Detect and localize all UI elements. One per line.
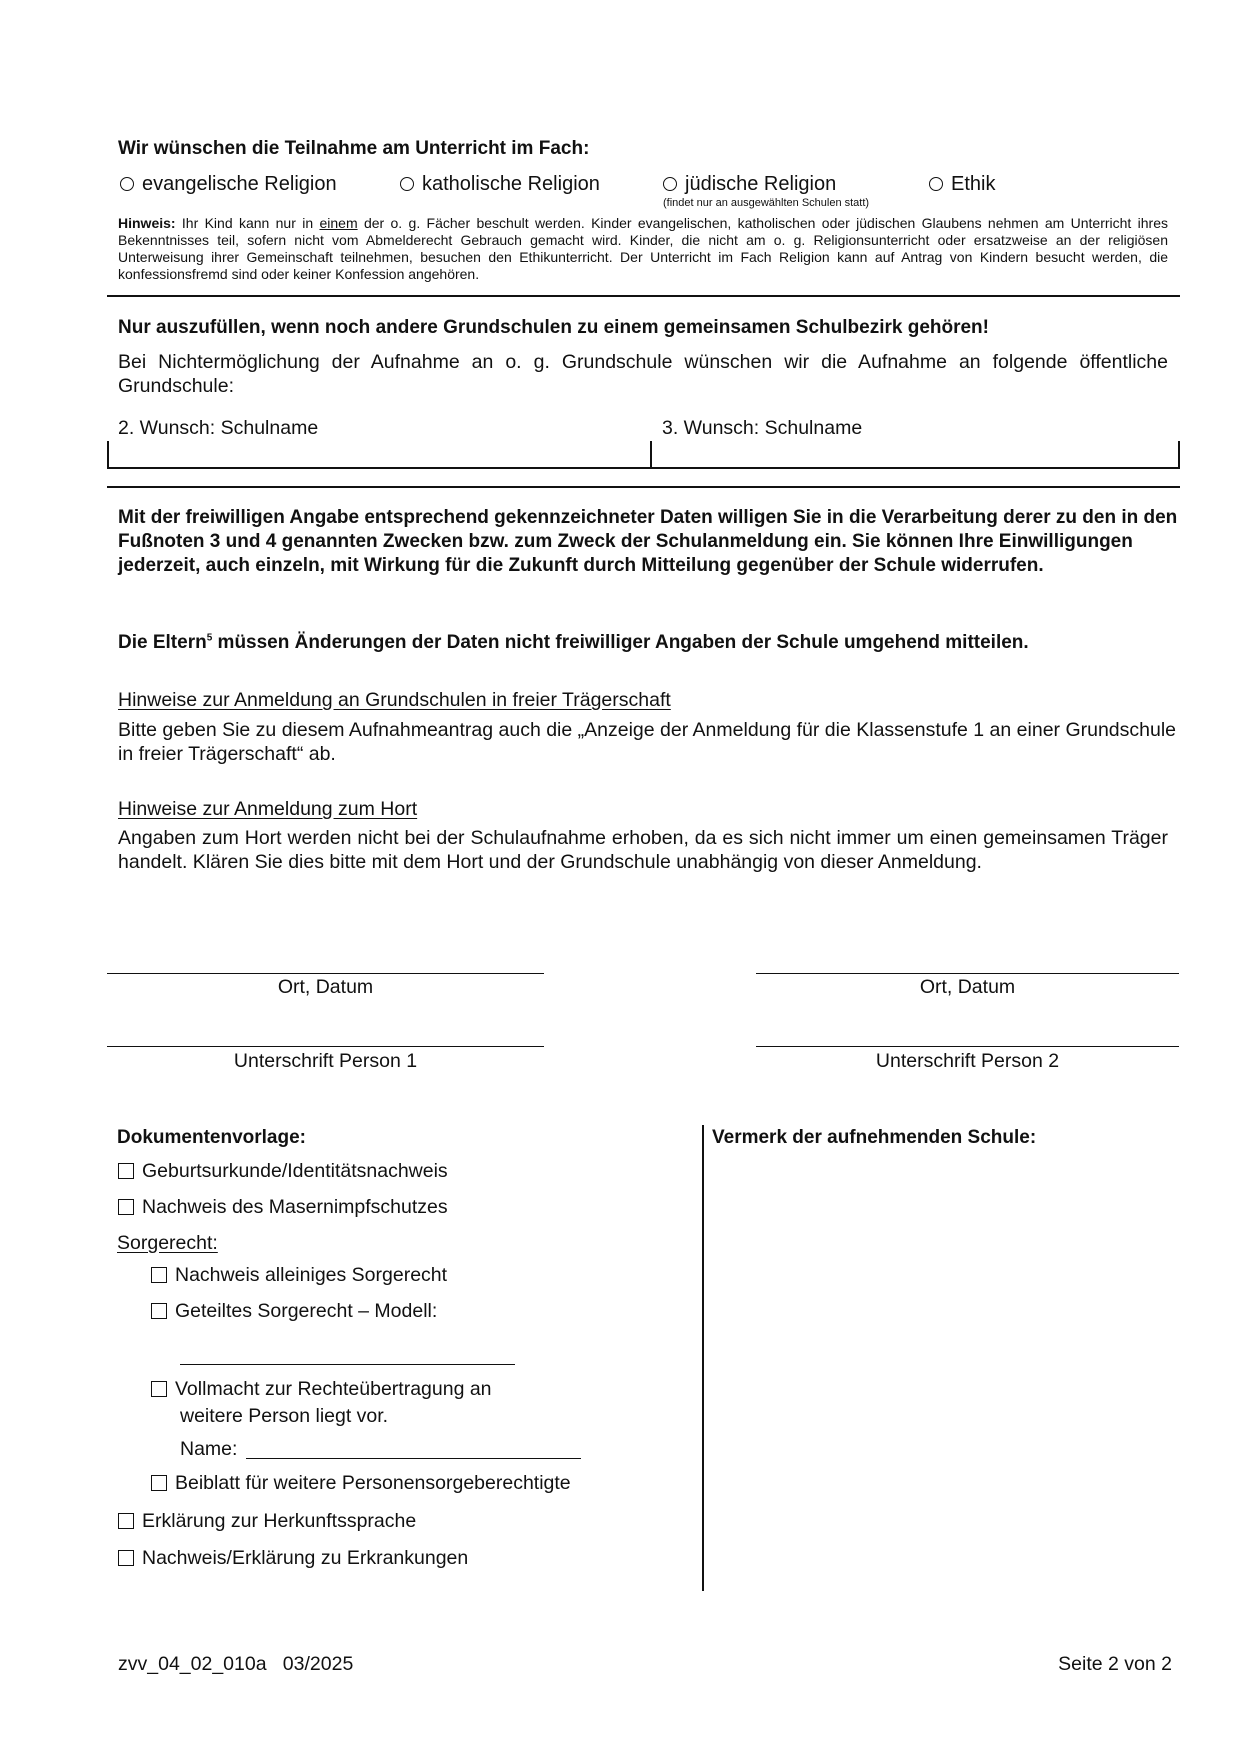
checkbox-icon[interactable] — [151, 1381, 167, 1397]
documents-heading: Dokumentenvorlage: — [117, 1127, 306, 1148]
hint-text: Ihr Kind kann nur in — [175, 215, 320, 231]
checkbox-supplement[interactable] — [151, 1472, 571, 1495]
checkbox-icon[interactable] — [118, 1550, 134, 1566]
parents-notice — [118, 632, 1029, 654]
radio-catholic[interactable] — [400, 173, 600, 196]
checkbox-illness[interactable] — [118, 1547, 468, 1570]
religion-hint — [118, 215, 1168, 283]
checkbox-icon[interactable] — [118, 1163, 134, 1179]
checkbox-label: Geteiltes Sorgerecht – Modell: — [175, 1300, 438, 1322]
radio-label: jüdische Religion — [685, 173, 837, 195]
page-number: Seite 2 von 2 — [1058, 1653, 1172, 1675]
column-divider — [702, 1125, 704, 1591]
wish3-field[interactable] — [652, 440, 1178, 468]
checkbox-measles[interactable] — [118, 1196, 448, 1219]
religion-heading: Wir wünschen die Teilnahme am Unterricht im Fach: — [118, 138, 590, 159]
custody-heading: Sorgerecht: — [117, 1232, 218, 1254]
checkbox-label: Vollmacht zur Rechteübertragung an — [175, 1378, 492, 1400]
radio-label: katholische Religion — [422, 173, 600, 195]
signature-line-1[interactable] — [107, 1046, 544, 1047]
checkbox-icon[interactable] — [151, 1303, 167, 1319]
checkbox-shared-custody[interactable] — [151, 1300, 437, 1323]
radio-circle-icon[interactable] — [929, 177, 943, 191]
signature-line-2[interactable] — [756, 1046, 1179, 1047]
parents-text: Die Eltern — [118, 632, 207, 653]
field-border — [650, 441, 652, 468]
radio-jewish[interactable] — [663, 173, 836, 196]
checkbox-label: Geburtsurkunde/Identitätsnachweis — [142, 1160, 448, 1182]
checkbox-icon[interactable] — [151, 1475, 167, 1491]
radio-circle-icon[interactable] — [120, 177, 134, 191]
radio-evangelical[interactable] — [120, 173, 337, 196]
note-text-private-school: Bitte geben Sie zu diesem Aufnahmeantrag auch die „Anzeige der Anmeldung für die Klassenstufe 1 an einer Grundschule in freier Trägerschaft“ ab. — [118, 719, 1177, 765]
checkbox-language[interactable] — [118, 1510, 416, 1533]
field-border — [107, 441, 109, 468]
field-bottom-border — [107, 467, 1180, 469]
radio-ethics[interactable] — [929, 173, 995, 196]
wish3-label: 3. Wunsch: Schulname — [662, 417, 863, 439]
place-date-label-2: Ort, Datum — [919, 976, 1016, 998]
radio-label: evangelische Religion — [142, 173, 337, 195]
note-title-hort: Hinweise zur Anmeldung zum Hort — [118, 798, 418, 820]
wish2-field[interactable] — [108, 440, 650, 468]
school-note-heading: Vermerk der aufnehmenden Schule: — [712, 1127, 1037, 1148]
name-field[interactable] — [246, 1458, 581, 1459]
consent-text: Mit der freiwilligen Angabe entsprechend gekennzeichneter Daten willigen Sie in die Verarbeitung derer zu den in den Fußnoten 3 und 4 genannten Zwecken bzw. zum Zweck der Schulanmeldung ein. Sie können Ihre Einwilligungen jederzeit, auch einzeln, mit Wirkung für die Zukunft durch Mitteilung gegenüber der Schule widerrufen. — [118, 507, 1178, 576]
divider — [107, 295, 1180, 297]
checkbox-birth-certificate[interactable] — [118, 1160, 448, 1183]
note-text-hort: Angaben zum Hort werden nicht bei der Schulaufnahme erhoben, da es sich nicht immer um einen gemeinsamen Träger handelt. Klären Sie dies bitte mit dem Hort und der Grundschule unabhängig von dieser Anmeldung. — [118, 827, 1168, 873]
proxy-label-continued: weitere Person liegt vor. — [180, 1405, 389, 1427]
field-border — [1178, 441, 1180, 468]
hint-label: Hinweis: — [118, 215, 176, 231]
signature-label-2: Unterschrift Person 2 — [875, 1050, 1060, 1072]
alt-schools-text: Bei Nichtermöglichung der Aufnahme an o. g. Grundschule wünschen wir die Aufnahme an folgende öffentliche Grundschule: — [118, 351, 1168, 397]
checkbox-proxy[interactable] — [151, 1378, 492, 1401]
alt-schools-heading: Nur auszufüllen, wenn noch andere Grundschulen zu einem gemeinsamen Schulbezirk gehören! — [118, 317, 989, 338]
custody-model-field[interactable] — [180, 1364, 515, 1365]
hint-emphasis: einem — [319, 215, 358, 231]
checkbox-icon[interactable] — [118, 1513, 134, 1529]
name-label: Name: — [180, 1438, 238, 1460]
checkbox-label: Nachweis alleiniges Sorgerecht — [175, 1264, 448, 1286]
place-date-label-1: Ort, Datum — [277, 976, 374, 998]
signature-label-1: Unterschrift Person 1 — [233, 1050, 418, 1072]
form-id: zvv_04_02_010a 03/2025 — [118, 1653, 354, 1675]
hint-text: der o. g. Fächer beschult werden. Kinder evangelischen, katholischen oder jüdischen Glaubens nehmen am Unterricht ihres Bekenntnisses teil, sofern nicht vom Abmelderecht Gebrauch gemacht wird. Kinder, die nicht am o. g. Religionsunterricht oder ersatzweise an der religiösen Unterweisung ihrer Gemeinschaft teilnehmen, besuchen den Ethikunterricht. Der Unterricht im Fach Religion kann auf Antrag von Kindern besucht werden, die konfessionsfremd sind oder keiner Konfession angehören. — [118, 215, 1169, 282]
jewish-note: (findet nur an ausgewählten Schulen statt) — [663, 197, 870, 209]
wish2-label: 2. Wunsch: Schulname — [118, 417, 319, 439]
checkbox-label: Beiblatt für weitere Personensorgeberechtigte — [175, 1472, 571, 1494]
checkbox-icon[interactable] — [118, 1199, 134, 1215]
radio-circle-icon[interactable] — [400, 177, 414, 191]
place-date-line-1[interactable] — [107, 973, 544, 974]
radio-label: Ethik — [951, 173, 996, 195]
radio-circle-icon[interactable] — [663, 177, 677, 191]
checkbox-icon[interactable] — [151, 1267, 167, 1283]
parents-text: müssen Änderungen der Daten nicht freiwilliger Angaben der Schule umgehend mitteilen. — [212, 632, 1029, 653]
note-title-private-school: Hinweise zur Anmeldung an Grundschulen in freier Trägerschaft — [118, 689, 671, 711]
checkbox-label: Nachweis/Erklärung zu Erkrankungen — [142, 1547, 469, 1569]
footnote-ref: 5 — [206, 632, 213, 644]
checkbox-sole-custody[interactable] — [151, 1264, 447, 1287]
checkbox-label: Erklärung zur Herkunftssprache — [142, 1510, 417, 1532]
divider — [107, 486, 1180, 488]
checkbox-label: Nachweis des Masernimpfschutzes — [142, 1196, 448, 1218]
place-date-line-2[interactable] — [756, 973, 1179, 974]
